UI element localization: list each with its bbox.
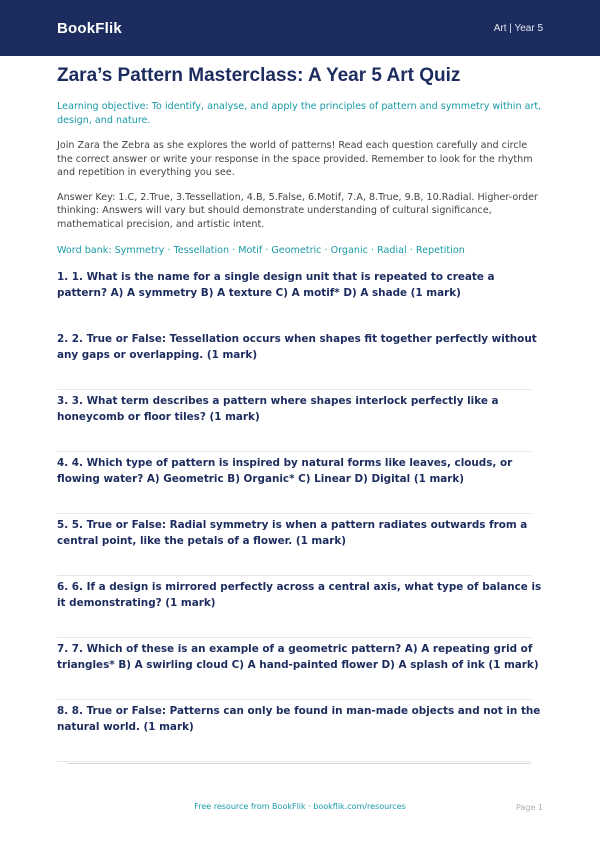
question-text: 1. 1. What is the name for a single design unit that is repeated to create a pattern? A) A symmetry B) A texture C) A motif* D) A shade (1 mark) bbox=[57, 271, 495, 299]
question-text: 2. 2. True or False: Tessellation occurs when shapes fit together perfectly without any gaps or overlapping. (1 mark) bbox=[57, 333, 537, 361]
word-bank: Word bank: Symmetry · Tessellation · Motif · Geometric · Organic · Radial · Repetition bbox=[57, 245, 465, 256]
learning-objective: Learning objective: To identify, analyse, and apply the principles of pattern and symmetry within art, design, and nature. bbox=[57, 101, 542, 126]
subject-label: Art | Year 5 bbox=[493, 22, 543, 34]
brand-logo[interactable]: BookFlik bbox=[57, 19, 122, 37]
worksheet-content bbox=[57, 64, 543, 765]
question-text: 6. 6. If a design is mirrored perfectly across a central axis, what type of balance is it demonstrating? (1 mark) bbox=[57, 581, 542, 609]
intro-text: Join Zara the Zebra as she explores the world of patterns! Read each question carefully and circle the correct answer or write your response in the space provided. Remember to look for the rhythm and repetition in everything you see. bbox=[57, 140, 533, 178]
question-text: 3. 3. What term describes a pattern where shapes interlock perfectly like a honeycomb or floor tiles? (1 mark) bbox=[57, 395, 499, 423]
page-title: Zara’s Pattern Masterclass: A Year 5 Art Quiz bbox=[57, 65, 461, 86]
question-text: 7. 7. Which of these is an example of a geometric pattern? A) A repeating grid of triangles* B) A swirling cloud C) A hand-painted flower D) A splash of ink (1 mark) bbox=[57, 643, 539, 671]
page-number: Page 1 bbox=[516, 803, 543, 812]
answer-line bbox=[57, 451, 531, 452]
answer-line bbox=[57, 513, 531, 514]
answer-line bbox=[57, 575, 531, 576]
question-item bbox=[57, 517, 543, 579]
answer-line bbox=[57, 389, 531, 390]
header-bar bbox=[0, 0, 600, 56]
question-item bbox=[57, 641, 543, 703]
question-item bbox=[57, 703, 543, 765]
question-text: 4. 4. Which type of pattern is inspired by natural forms like leaves, clouds, or flowing water? A) Geometric B) Organic* C) Linear D) Digital (1 mark) bbox=[57, 457, 513, 485]
question-item bbox=[57, 579, 543, 641]
footer-resource-link[interactable]: Free resource from BookFlik · bookflik.com/resources bbox=[194, 802, 406, 811]
answer-line bbox=[57, 699, 531, 700]
question-item bbox=[57, 269, 543, 331]
question-item bbox=[57, 455, 543, 517]
answer-line bbox=[57, 761, 531, 762]
question-item bbox=[57, 331, 543, 393]
question-text: 5. 5. True or False: Radial symmetry is when a pattern radiates outwards from a central point, like the petals of a flower. (1 mark) bbox=[57, 519, 528, 547]
answer-line bbox=[57, 637, 531, 638]
answer-key: Answer Key: 1.C, 2.True, 3.Tessellation, 4.B, 5.False, 6.Motif, 7.A, 8.True, 9.B, 10.Radial. Higher-order thinking: Answers will vary but should demonstrate understanding of cultural significance, mathematical precision, and artistic intent. bbox=[57, 191, 538, 230]
question-text: 8. 8. True or False: Patterns can only be found in man-made objects and not in the natural world. (1 mark) bbox=[57, 705, 541, 733]
question-item bbox=[57, 393, 543, 455]
footer-divider bbox=[68, 763, 531, 764]
question-list bbox=[57, 269, 543, 765]
